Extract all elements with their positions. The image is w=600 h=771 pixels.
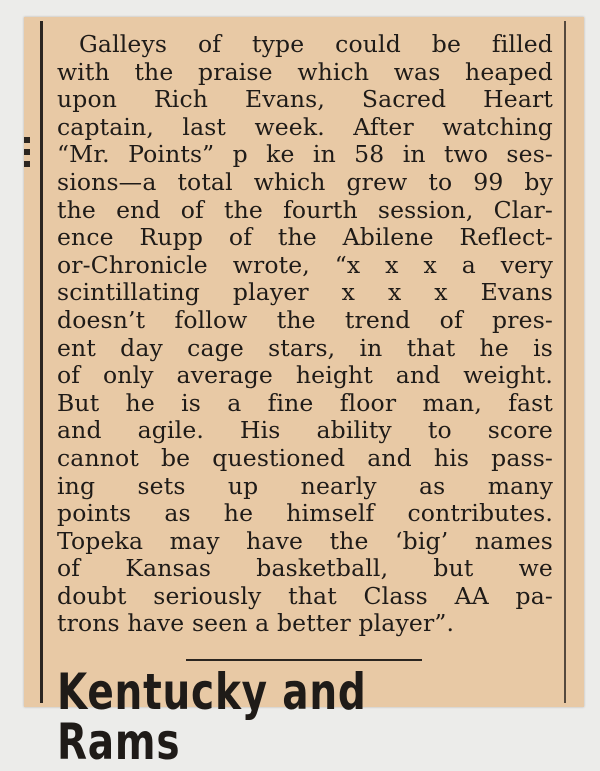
column-rule-right: [564, 21, 566, 703]
column-rule-left: [40, 21, 43, 703]
article-line: ing sets up nearly as many: [57, 471, 553, 500]
article-line: upon Rich Evans, Sacred Heart: [57, 85, 553, 114]
article-line: ence Rupp of the Abilene Reflect-: [57, 223, 553, 252]
article-line: scintillating player x x x Evans: [57, 278, 553, 307]
article-line: cannot be questioned and his pass-: [57, 443, 553, 472]
article-line: trons have seen a better player”.: [57, 609, 455, 638]
next-article-headline: Kentucky and Rams: [57, 663, 367, 771]
article-line: with the praise which was heaped: [57, 57, 553, 86]
article-line: Galleys of type could be filled: [79, 30, 553, 58]
newspaper-clipping: [24, 17, 584, 771]
article-line: and agile. His ability to score: [57, 416, 553, 445]
article-line: doubt seriously that Class AA pa-: [57, 581, 553, 610]
column-edge-marks: [24, 137, 32, 337]
article-line: captain, last week. After watching: [57, 112, 553, 141]
article-line: the end of the fourth session, Clar-: [57, 195, 553, 224]
article-line: of Kansas basketball, but we: [57, 554, 553, 583]
article-line: doesn’t follow the trend of pres-: [57, 305, 553, 334]
article-line: of only average height and weight.: [57, 361, 553, 390]
article-line: sions—a total which grew to 99 by: [57, 167, 553, 196]
article-line: points as he himself contributes.: [57, 499, 553, 528]
article-line: or-Chronicle wrote, “x x x a very: [57, 250, 553, 279]
article-body: [57, 31, 553, 638]
section-divider: [186, 659, 422, 661]
article-line: “Mr. Points” p ke in 58 in two ses-: [57, 140, 553, 169]
article-line: ent day cage stars, in that he is: [57, 333, 553, 362]
article-line: Topeka may have the ‘big’ names: [57, 526, 553, 555]
article-line: But he is a fine floor man, fast: [57, 388, 553, 417]
